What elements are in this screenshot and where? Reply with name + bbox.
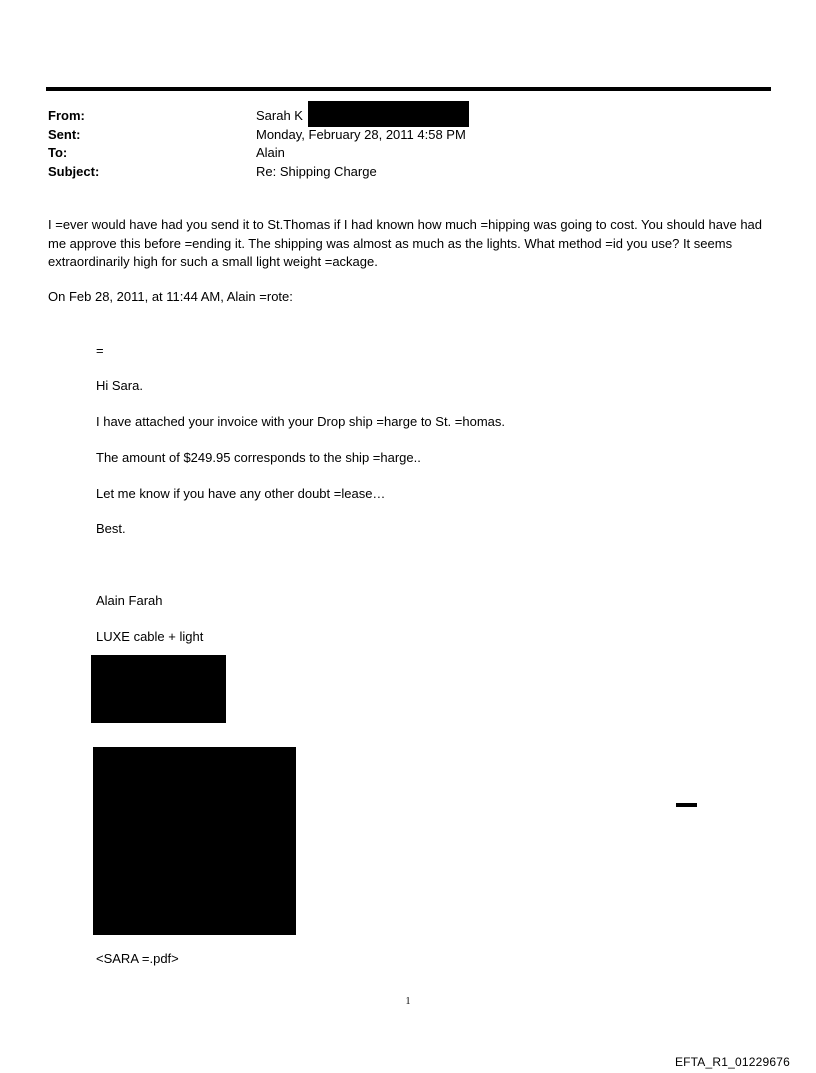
to-value: Alain [256,145,285,160]
dash-mark [676,803,697,807]
quoted-equals-line: = [96,343,104,358]
page-number: 1 [405,996,411,1007]
quoted-line-amount: The amount of $249.95 corresponds to the ship =harge.. [96,450,421,465]
signature-name: Alain Farah [96,593,163,608]
subject-value: Re: Shipping Charge [256,163,377,179]
from-label: From: [48,108,85,123]
quoted-greeting: Hi Sara. [96,378,143,393]
quoted-line-invoice: I have attached your invoice with your Drop ship =harge to St. =homas. [96,414,506,429]
redaction-sender-email [308,101,469,127]
attachment-link[interactable]: <SARA =.pdf> [96,951,179,966]
quote-intro-line: On Feb 28, 2011, at 11:44 AM, Alain =rote: [48,289,293,304]
subject-label: Subject: [48,163,100,179]
signature-company: LUXE cable + light [96,629,204,644]
email-body-paragraph: I =ever would have had you send it to St.Thomas if I had known how much =hipping was going to cost. You should have had me approve this before =ending it. The shipping was almost as much as the lights. What method =id you use? It seems extraordinarily high for such a small light weight =ackage. [48,217,763,269]
redaction-image-block [93,747,296,935]
header-rule [46,87,771,91]
sent-value: Monday, February 28, 2011 4:58 PM [256,126,466,142]
quoted-line-doubt: Let me know if you have any other doubt =lease… [96,486,386,501]
to-label: To: [48,145,68,160]
quoted-signoff: Best. [96,521,126,536]
from-value: Sarah K [256,108,303,123]
document-id: EFTA_R1_01229676 [674,1055,790,1069]
redaction-signature-logo [91,655,226,723]
sent-label: Sent: [48,126,81,142]
